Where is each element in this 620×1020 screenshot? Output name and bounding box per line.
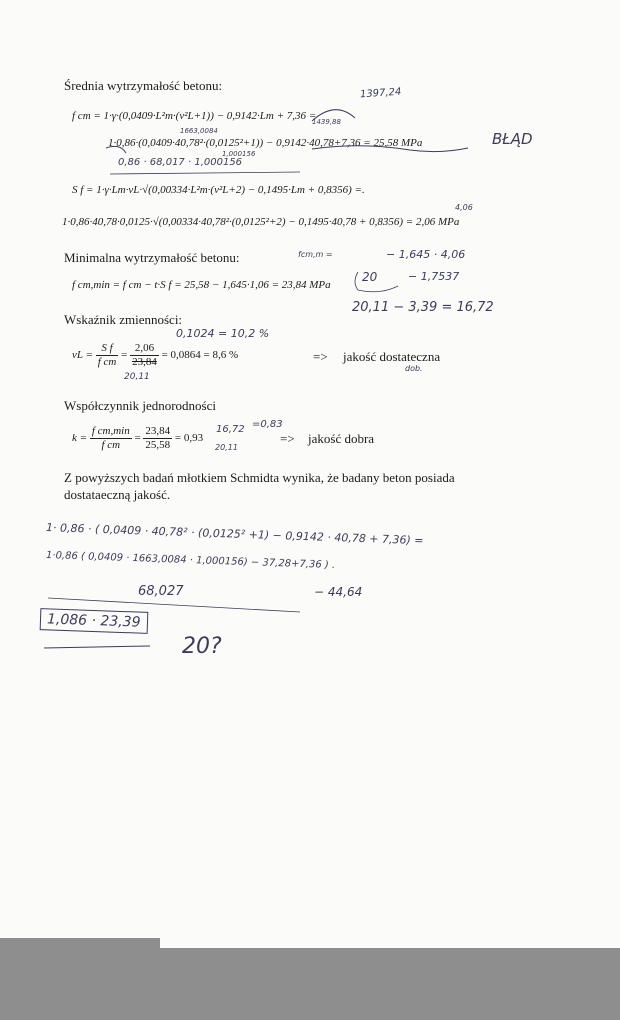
hand-note-1439: 1439,88 — [312, 118, 341, 126]
uniformity-denominator-numeric: 25,58 — [145, 439, 171, 451]
hand-note-product: 0,86 · 68,017 · 1,000156 — [118, 157, 243, 168]
variation-numerator-symbolic: S f — [96, 342, 119, 356]
uniformity-quality: jakość dobra — [308, 431, 375, 446]
hand-note-406: 4,06 — [455, 203, 473, 212]
error-underline — [110, 172, 300, 174]
hand-line-4464: − 44,64 — [314, 585, 363, 599]
hand-line-2: 1·0,86 ( 0,0409 · 1663,0084 · 1,000156) − 37,28+7,36 ) . — [45, 550, 336, 572]
formula-sf-general: S f = 1·γ·Lm·vL·√(0,00334·L²m·(v²L+2) − 0,1495·Lm + 0,8356) =. — [72, 184, 365, 196]
hand-note-1645: − 1,645 · 4,06 — [386, 248, 466, 261]
variation-denominator-numeric: 23,84 — [132, 356, 157, 368]
variation-fraction-symbolic — [96, 342, 119, 369]
section-title-uniformity: Współczynnik jednorodności — [64, 398, 216, 413]
uniformity-result: = 0,93 — [174, 432, 204, 445]
hand-note-blad: BŁĄD — [492, 130, 533, 148]
hand-note-dob: dob. — [405, 364, 423, 373]
variation-numerator-numeric: 2,06 — [130, 342, 159, 356]
hand-note-1663: 1663,0084 — [180, 127, 218, 135]
box-underline — [44, 646, 150, 648]
hand-note-diff: 20,11 − 3,39 = 16,72 — [352, 300, 494, 315]
variation-quality: jakość dostateczna — [343, 349, 441, 364]
hand-note-1672: 16,72 — [216, 424, 245, 435]
section-title-mean: Średnia wytrzymałość betonu: — [64, 78, 223, 93]
hand-note-1000156: 1,000156 — [222, 150, 256, 158]
hand-note-2011-a: 20,11 — [124, 372, 150, 382]
hand-note-17537: − 1,7537 — [408, 270, 460, 283]
formula-uniformity: k = $\frac{\text{f cm,min}}{\text{f cm}}$ = $\frac{23,84}{25,58}$ = 0,93 — [72, 425, 204, 451]
hand-note-1397: 1397,24 — [359, 86, 402, 101]
hand-note-2011-b: 20,11 — [215, 443, 238, 452]
hand-note-fcm: fcm,m = — [298, 250, 333, 259]
hand-note-20: 20 — [362, 270, 378, 284]
hand-line-1: 1· 0,86 · ( 0,0409 · 40,78² · (0,0125² +1) − 0,9142 · 40,78 + 7,36) = — [45, 521, 424, 548]
uniformity-fraction-numeric — [143, 425, 172, 452]
section-title-min: Minimalna wytrzymałość betonu: — [64, 250, 240, 265]
formula-fcm-min: f cm,min = f cm − t·S f = 25,58 − 1,645·1,06 = 23,84 MPa — [72, 279, 331, 291]
bottom-gray-band — [0, 948, 620, 1020]
uniformity-lhs: k = — [72, 432, 88, 445]
variation-arrow: => — [313, 349, 328, 364]
hand-line-20q: 20? — [182, 634, 222, 659]
uniformity-fraction-symbolic — [90, 425, 132, 452]
uniformity-numerator-symbolic: f cm,min — [91, 425, 130, 437]
uniformity-numerator-numeric: 23,84 — [145, 425, 171, 437]
section-title-variation: Wskaźnik zmienności: — [64, 312, 183, 327]
conclusion-text: Z powyższych badań młotkiem Schmidta wynika, że badany beton posiada dostataeczną jakość. — [64, 470, 455, 502]
variation-result: = 0,0864 = 8,6 % — [161, 349, 239, 362]
hand-note-1024: 0,1024 = 10,2 % — [176, 327, 270, 340]
formula-fcm-general: f cm = 1·γ·(0,0409·L²m·(v²L+1)) − 0,9142·Lm + 7,36 = — [72, 110, 317, 122]
hand-note-083: =0,83 — [252, 419, 283, 430]
formula-variation: vL = $\frac{\text{S f}}{\text{f cm}}$ = $\frac{2,06}{23,84}$ = 0,0864 = 8,6 % — [72, 342, 239, 368]
formula-fcm-numeric: 1·0,86·(0,0409·40,78²·(0,0125²+1)) − 0,9142·40,78+7,36 = 25,58 MPa — [108, 137, 423, 149]
hand-boxed-product: 1,086 · 23,39 — [40, 608, 148, 634]
variation-denominator-symbolic: f cm — [97, 356, 117, 368]
uniformity-denominator-symbolic: f cm — [101, 439, 121, 451]
formula-sf-numeric: 1·0,86·40,78·0,0125·√(0,00334·40,78²·(0,0125²+2) − 0,1495·40,78 + 0,8356) = 2,06 MPa — [62, 216, 460, 228]
uniformity-arrow: => — [280, 431, 295, 446]
variation-lhs: vL = — [72, 349, 93, 362]
variation-fraction-numeric — [130, 342, 159, 369]
hand-line-68: 68,027 — [138, 584, 184, 599]
